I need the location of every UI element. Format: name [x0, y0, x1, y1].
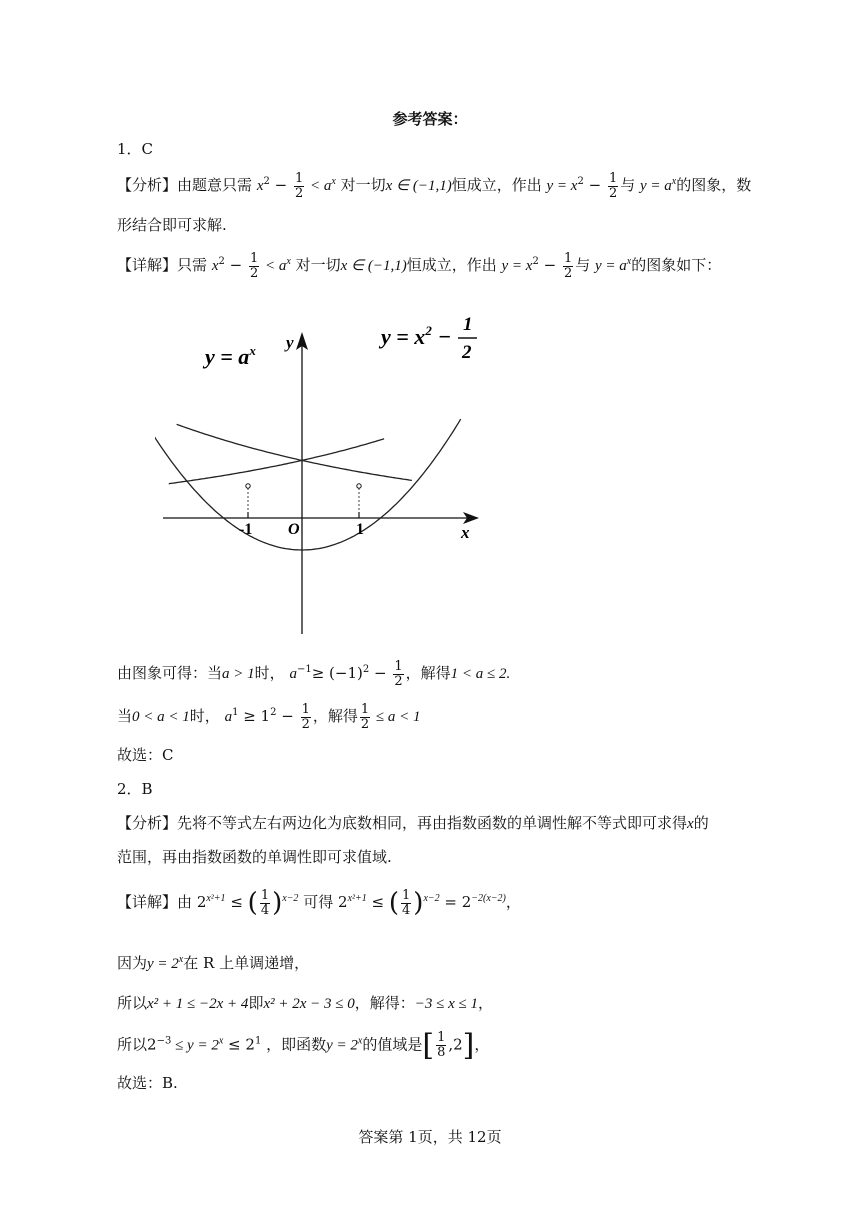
function-graph — [155, 308, 495, 640]
label-frac-num: 1 — [463, 314, 473, 335]
q2-monotone-line: 因为$y = 2^x$在 R 上单调递增， — [117, 954, 310, 972]
page-footer: 答案第 1页，共 12页 — [358, 1128, 502, 1146]
point-1 — [357, 484, 361, 488]
tick-label-neg1: -1 — [239, 521, 253, 538]
q2-answer: 故选：B. — [117, 1074, 178, 1092]
fraction: $\frac{1}{2}$ — [249, 251, 259, 281]
fraction: $\frac{1}{2}$ — [294, 171, 304, 201]
label-parabola: $y = x^2$ − — [381, 323, 452, 349]
analysis-label: 【分析】 — [117, 176, 178, 195]
q1-graph-line-1: 由图象可得：当a > 1时， $a^{-1}\ge (-1)^2$ − $\frac{1}{2}$ ，解得1 < a ≤ 2. — [117, 659, 511, 689]
question-2-number: 2．B — [117, 780, 153, 798]
axis-x-label: x — [461, 523, 470, 542]
q1-detail-line: 【详解】只需 $x^2$ − $\frac{1}{2}$ < $a^x$ 对一切x ∈ (−1,1)恒成立，作出 $y = x^2$ − $\frac{1}{2}$ 与 $y = a^x$的图象如下： — [117, 251, 722, 281]
q2-range-line: 所以$2^{-3} \le y = 2^x \le 2^1$ ，即函数$y = 2^x$的值域是[ $\frac{1}{8}$ ,2]， — [117, 1028, 490, 1063]
q1-analysis-line-1: 【分析】由题意只需 $x^2$ − $\frac{1}{2}$ < $a^x$ 对一切x ∈ (−1,1)恒成立，作出 $y = x^2$ − $\frac{1}{2}$ 与 $y = a^x$的图象，数 — [117, 171, 752, 201]
fraction: $\frac{1}{2}$ — [394, 659, 403, 689]
tick-label-1: 1 — [356, 521, 364, 538]
label-exp-curve: $y = a^x$ — [205, 343, 256, 369]
tick-label-origin: O — [288, 521, 300, 538]
fraction: $\frac{1}{4}$ — [402, 887, 411, 918]
q2-analysis-line-2: 范围，再由指数函数的单调性即可求值域. — [117, 848, 392, 866]
point-neg1 — [246, 484, 250, 488]
page-title: 参考答案： — [392, 110, 468, 128]
q1-answer: 故选：C — [117, 746, 174, 764]
fraction: $\frac{1}{4}$ — [260, 887, 270, 918]
analysis-label: 【分析】 — [117, 814, 178, 832]
detail-label: 【详解】 — [117, 256, 178, 275]
exponential-curve — [169, 424, 412, 483]
question-1-number: 1．C — [117, 140, 154, 158]
label-frac-den: 2 — [462, 342, 472, 363]
q2-solve-line: 所以x² + 1 ≤ −2x + 4即x² + 2x − 3 ≤ 0，解得：−3 ≤ x ≤ 1， — [117, 994, 494, 1012]
q1-analysis-line-2: 形结合即可求解. — [117, 216, 227, 234]
detail-label: 【详解】 — [117, 893, 178, 911]
fraction: $\frac{1}{2}$ — [608, 171, 618, 201]
q2-analysis-line-1: 【分析】先将不等式左右两边化为底数相同，再由指数函数的单调性解不等式即可求得x的 — [117, 814, 709, 832]
fraction: $\frac{1}{2}$ — [301, 702, 310, 732]
fraction: $\frac{1}{2}$ — [563, 251, 573, 281]
fraction: $\frac{1}{8}$ — [437, 1030, 446, 1060]
q1-graph-line-2: 当0 < a < 1时， $a^1 \ge 1^2$ − $\frac{1}{2}$ ，解得 $\frac{1}{2}$ ≤ a < 1 — [117, 702, 421, 732]
axis-y-label: y — [286, 333, 294, 352]
q2-detail-line: 【详解】由 $2^{x^2+1}$ ≤ ( $\frac{1}{4}$ )$^{x-2}$ 可得 $2^{x^2+1}$ ≤ ( $\frac{1}{4}$ )$^{x-2} = 2^{-2(x-2)}$， — [117, 887, 521, 918]
fraction: $\frac{1}{2}$ — [360, 702, 370, 732]
